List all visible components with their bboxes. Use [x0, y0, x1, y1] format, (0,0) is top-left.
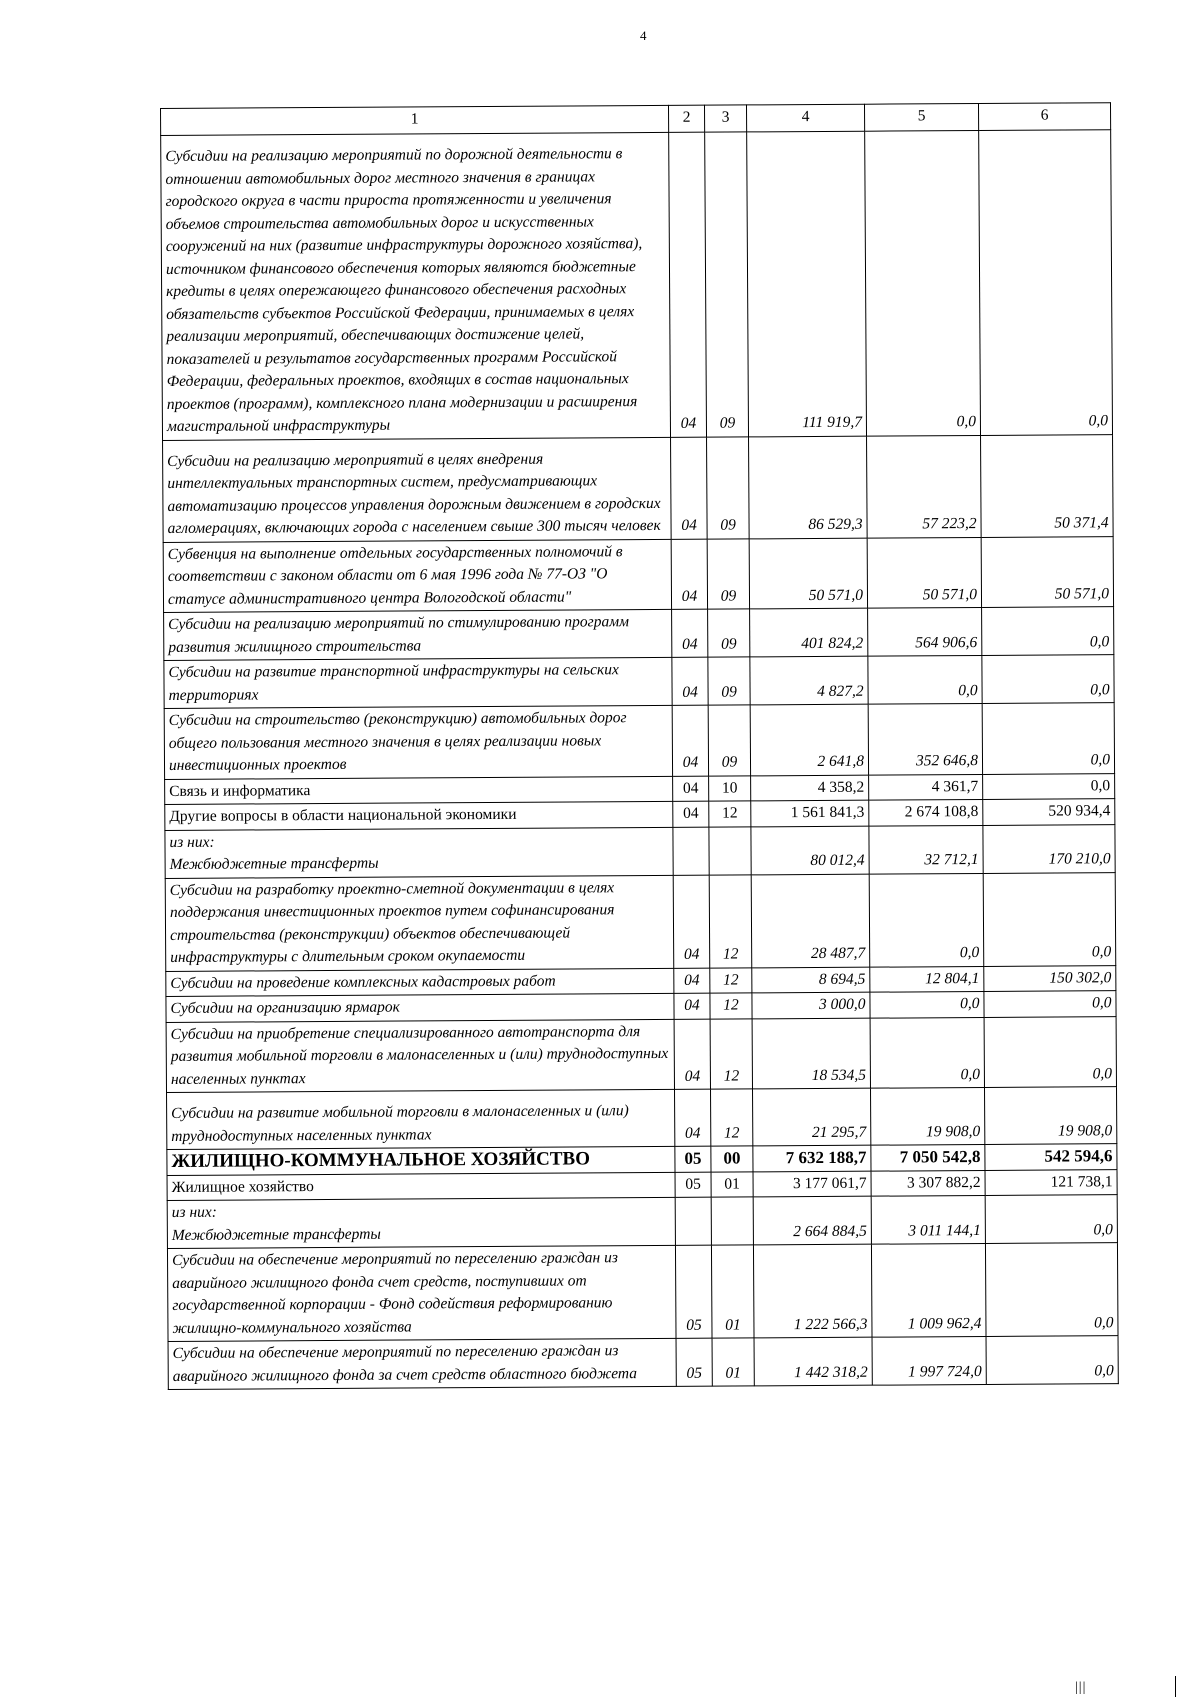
table-row — [167, 1195, 1117, 1249]
table-row — [163, 434, 1114, 542]
table-row — [163, 536, 1113, 612]
row-name: Субвенция на выполнение отдельных государственных полномочий в соответствии с законом области от 6 мая 1996 года № 77-ОЗ "О статусе административного центра Вологодской области" — [163, 539, 671, 613]
table-row — [166, 1016, 1116, 1092]
row-value-col5: 352 646,8 — [868, 703, 982, 774]
header-col-2: 2 — [668, 105, 704, 132]
row-name: Другие вопросы в области национальной экономики — [165, 801, 673, 830]
row-value-col4: 28 487,7 — [751, 874, 870, 968]
row-section: 04 — [672, 657, 708, 705]
footer-scan-marks: ||| — [1075, 1680, 1087, 1695]
row-section: 04 — [674, 1019, 710, 1090]
row-section: 04 — [673, 801, 709, 827]
table-row — [167, 1243, 1118, 1342]
row-subsection: 09 — [708, 657, 750, 705]
row-subsection: 01 — [712, 1338, 754, 1386]
row-section: 04 — [672, 705, 708, 776]
row-name: Субсидии на строительство (реконструкцию) автомобильных дорог общего пользования местного значения в целях реализации новых инвестиционных проектов — [164, 705, 672, 779]
row-value-col4: 3 000,0 — [752, 992, 870, 1018]
row-section — [673, 827, 709, 875]
row-value-col5: 0,0 — [870, 991, 984, 1017]
row-name: Субсидии на проведение комплексных кадастровых работ — [166, 968, 674, 997]
row-name: из них: Межбюджетные трансферты — [167, 1197, 675, 1248]
row-value-col5: 0,0 — [865, 130, 981, 435]
row-name: Жилищное хозяйство — [167, 1172, 675, 1201]
row-value-col5: 2 674 108,8 — [869, 799, 983, 825]
table-row — [165, 824, 1115, 878]
row-value-col4: 80 012,4 — [751, 826, 869, 875]
table-row — [167, 1087, 1117, 1150]
table-row — [165, 872, 1116, 971]
row-value-col4: 4 827,2 — [750, 656, 868, 705]
row-value-col6: 0,0 — [986, 1336, 1118, 1385]
table-row — [168, 1336, 1118, 1390]
row-value-col6: 0,0 — [982, 703, 1114, 774]
row-value-col4: 3 177 061,7 — [753, 1171, 871, 1197]
header-col-3: 3 — [704, 105, 746, 132]
row-subsection: 12 — [709, 801, 751, 827]
row-value-col5: 4 361,7 — [869, 774, 983, 800]
row-subsection: 01 — [711, 1171, 753, 1197]
row-value-col5: 57 223,2 — [867, 435, 982, 538]
row-subsection: 12 — [711, 1089, 753, 1146]
page-number: 4 — [640, 28, 647, 43]
row-value-col4: 18 534,5 — [752, 1018, 870, 1089]
footer-edge-line — [1175, 1676, 1176, 1697]
header-col-6: 6 — [978, 103, 1110, 131]
row-section — [675, 1197, 711, 1245]
row-value-col6: 0,0 — [985, 1243, 1118, 1337]
row-section: 04 — [671, 437, 708, 539]
row-name: Субсидии на развитие транспортной инфраструктуры на сельских территориях — [164, 657, 672, 708]
row-value-col5: 0,0 — [868, 655, 982, 704]
row-value-col4: 1 222 566,3 — [753, 1244, 872, 1338]
row-section: 04 — [674, 993, 710, 1019]
row-section: 04 — [674, 968, 710, 994]
row-name: Субсидии на приобретение специализированного автотранспорта для развития мобильной торговли в малонаселенных и (или) труднодоступных населенных пунктах — [166, 1019, 674, 1093]
row-section: 04 — [672, 609, 708, 657]
row-subsection: 01 — [711, 1245, 754, 1338]
row-value-col5: 1 997 724,0 — [872, 1336, 986, 1385]
row-value-col4: 111 919,7 — [747, 131, 867, 436]
table-row — [164, 607, 1114, 661]
row-subsection: 12 — [710, 967, 752, 993]
row-value-col4: 21 295,7 — [753, 1088, 871, 1146]
row-section: 05 — [675, 1245, 712, 1338]
row-value-col6: 170 210,0 — [983, 824, 1115, 873]
row-value-col4: 2 641,8 — [750, 704, 868, 775]
row-value-col4: 1 561 841,3 — [751, 800, 869, 826]
table-row — [164, 655, 1114, 709]
row-value-col6: 50 571,0 — [981, 536, 1113, 607]
row-value-col4: 1 442 318,2 — [754, 1337, 872, 1386]
row-section: 04 — [669, 132, 707, 437]
row-name: Субсидии на разработку проектно-сметной документации в целях поддержания инвестиционных проектов путем софинансирования строительства (реконструкции) объектов обеспечивающей инфраструктуры с длительным сроком окупаемости — [165, 875, 674, 971]
row-value-col5: 3 011 144,1 — [871, 1195, 985, 1244]
row-subsection: 12 — [710, 1018, 752, 1089]
row-name: из них: Межбюджетные трансферты — [165, 827, 673, 878]
row-subsection: 10 — [709, 775, 751, 801]
row-name: Субсидии на обеспечение мероприятий по переселению граждан из аварийного жилищного фонда за счет средств областного бюджета — [168, 1338, 676, 1389]
row-name: Субсидии на реализацию мероприятий в целях внедрения интеллектуальных транспортных систем, предусматривающих автоматизацию процессов управления дорожным движением в городских агломерациях, включающих города с населением свыше 300 тысяч человек — [163, 437, 672, 542]
row-section: 05 — [676, 1338, 712, 1386]
row-value-col5: 12 804,1 — [870, 966, 984, 992]
header-col-5: 5 — [864, 104, 978, 132]
table-row — [161, 130, 1113, 440]
row-subsection: 09 — [708, 609, 750, 657]
row-value-col6: 0,0 — [984, 1016, 1116, 1087]
row-value-col6: 150 302,0 — [984, 965, 1116, 991]
row-name: Субсидии на обеспечение мероприятий по переселению граждан из аварийного жилищного фонда счет средств, поступивших от государственной корпорации - Фонд содействия реформированию жилищно-коммунального хозяйства — [167, 1245, 676, 1341]
row-name: Субсидии на реализацию мероприятий по дорожной деятельности в отношении автомобильных дорог местного значения в границах городского округа в части прироста протяженности и увеличения объемов строительства автомобильных дорог и искусственных сооружений на них (развитие инфраструктуры дорожного хозяйства), источником финансового обеспечения которых являются бюджетные кредиты в целях опережающего финансового обеспечения расходных обязательств субъектов Российской Федерации, принимаемых в целях реализации мероприятий, обеспечивающих достижение целей, показателей и результатов государственных программ Российской Федерации, федеральных проектов, входящих в состав национальных проектов (программ), комплексного плана модернизации и расширения магистральной инфраструктуры — [161, 132, 671, 440]
row-section: 04 — [671, 539, 707, 610]
header-col-1: 1 — [161, 105, 669, 135]
row-value-col6: 0,0 — [985, 1195, 1117, 1244]
row-value-col5: 7 050 542,8 — [871, 1144, 985, 1170]
row-value-col4: 50 571,0 — [749, 538, 867, 609]
row-value-col5: 0,0 — [869, 873, 984, 967]
row-value-col5: 3 307 882,2 — [871, 1170, 985, 1196]
row-subsection: 09 — [708, 705, 750, 776]
row-name: Субсидии на развитие мобильной торговли в малонаселенных и (или) труднодоступных населенных пунктах — [167, 1089, 675, 1149]
row-value-col6: 121 738,1 — [985, 1169, 1117, 1195]
row-name: Субсидии на реализацию мероприятий по стимулированию программ развития жилищного строительства — [164, 609, 672, 660]
row-value-col6: 542 594,6 — [985, 1144, 1117, 1170]
row-value-col4: 4 358,2 — [751, 775, 869, 801]
row-subsection: 00 — [711, 1146, 753, 1172]
row-subsection: 09 — [707, 538, 749, 609]
row-subsection: 09 — [707, 436, 750, 538]
row-value-col6: 19 908,0 — [984, 1087, 1116, 1145]
row-value-col5: 50 571,0 — [867, 537, 981, 608]
row-section: 04 — [673, 875, 710, 968]
row-value-col4: 2 664 884,5 — [753, 1196, 871, 1245]
row-value-col4: 8 694,5 — [752, 967, 870, 993]
row-section: 05 — [675, 1172, 711, 1198]
row-subsection: 12 — [709, 874, 752, 967]
row-value-col5: 19 908,0 — [871, 1087, 985, 1145]
row-value-col6: 50 371,4 — [981, 434, 1114, 537]
row-value-col6: 0,0 — [984, 991, 1116, 1017]
row-value-col6: 0,0 — [983, 872, 1116, 966]
row-value-col4: 401 824,2 — [750, 608, 868, 657]
row-value-col5: 564 906,6 — [868, 607, 982, 656]
row-section: 04 — [673, 776, 709, 802]
row-value-col4: 7 632 188,7 — [753, 1145, 871, 1171]
row-value-col6: 0,0 — [982, 655, 1114, 704]
budget-table — [160, 102, 1119, 1390]
header-col-4: 4 — [746, 104, 864, 132]
row-name: Связь и информатика — [165, 776, 673, 805]
row-value-col6: 0,0 — [982, 607, 1114, 656]
row-section: 04 — [675, 1089, 711, 1146]
row-subsection — [711, 1197, 753, 1245]
row-value-col6: 0,0 — [979, 130, 1113, 435]
row-value-col4: 86 529,3 — [749, 436, 868, 539]
row-value-col6: 0,0 — [983, 773, 1115, 799]
row-subsection — [709, 826, 751, 874]
row-name: ЖИЛИЩНО-КОММУНАЛЬНОЕ ХОЗЯЙСТВО — [167, 1146, 675, 1175]
row-value-col5: 1 009 962,4 — [871, 1243, 986, 1337]
table-row — [164, 703, 1114, 779]
row-value-col6: 520 934,4 — [983, 799, 1115, 825]
row-name: Субсидии на организацию ярмарок — [166, 993, 674, 1022]
row-value-col5: 32 712,1 — [869, 825, 983, 874]
row-subsection: 12 — [710, 993, 752, 1019]
row-section: 05 — [675, 1146, 711, 1172]
row-value-col5: 0,0 — [870, 1017, 984, 1088]
row-subsection: 09 — [705, 132, 749, 437]
